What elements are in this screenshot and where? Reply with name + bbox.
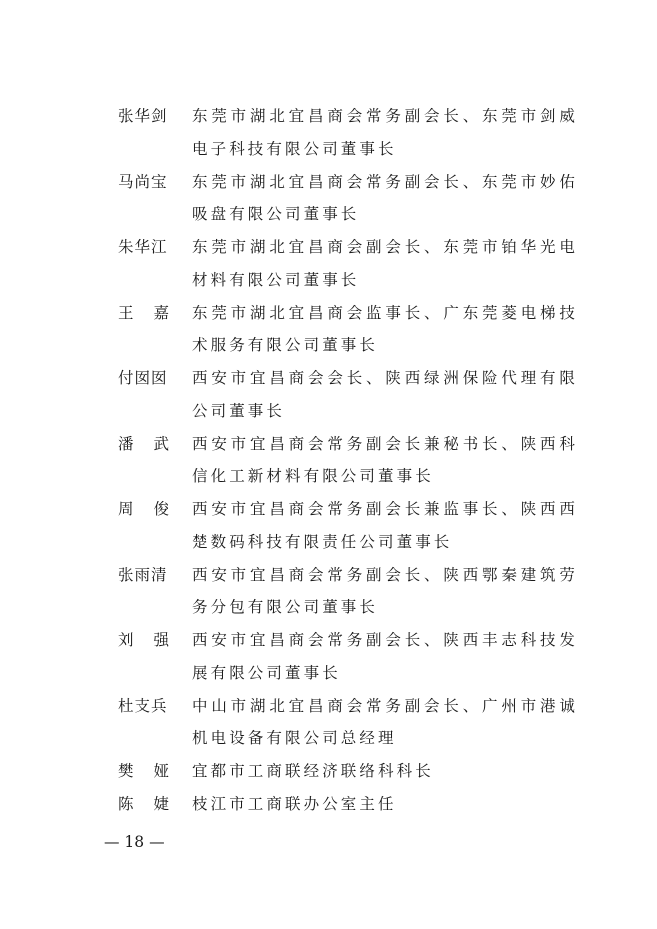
member-name-char: 娅: [153, 762, 170, 780]
member-name-char: 周: [118, 500, 135, 518]
member-name: [118, 434, 170, 454]
member-name: 马尚宝: [118, 172, 168, 191]
member-name-char: 俊: [153, 500, 170, 518]
list-item: [0, 299, 657, 365]
list-item: [0, 430, 657, 496]
member-position: 西安市宜昌商会常务副会长、陕西丰志科技发展有限公司董事长: [192, 631, 578, 682]
list-item: [0, 233, 657, 299]
list-item: [0, 364, 657, 430]
list-item: [0, 692, 657, 758]
member-position: 西安市宜昌商会常务副会长兼秘书长、陕西科信化工新材料有限公司董事长: [192, 434, 578, 485]
list-item: [0, 561, 657, 627]
member-name: 付囡囡: [118, 369, 168, 387]
member-position: 东莞市湖北宜昌商会副会长、东莞市铂华光电材料有限公司董事长: [192, 238, 578, 289]
member-name: 朱华江: [118, 238, 168, 256]
member-position: 宜都市工商联经济联络科科长: [192, 762, 434, 780]
member-name: [118, 761, 170, 781]
list-item: [0, 790, 657, 823]
member-name: 张华剑: [118, 107, 168, 125]
member-position: 东莞市湖北宜昌商会常务副会长、东莞市妙佑吸盘有限公司董事长: [192, 172, 578, 223]
member-name: [118, 303, 170, 323]
list-item: [0, 757, 657, 790]
member-position: 东莞市湖北宜昌商会常务副会长、东莞市剑威电子科技有限公司董事长: [192, 107, 578, 158]
member-name-char: 婕: [153, 794, 170, 813]
member-name-char: 樊: [118, 762, 135, 780]
list-item: [0, 168, 657, 234]
member-name-char: 嘉: [153, 303, 170, 322]
member-name: 张雨清: [118, 565, 168, 584]
member-name-char: 刘: [118, 631, 135, 649]
list-item: [0, 626, 657, 692]
member-name-char: 武: [153, 434, 170, 453]
member-name: [118, 630, 170, 650]
member-name: [118, 499, 170, 519]
member-position: 东莞市湖北宜昌商会监事长、广东莞菱电梯技术服务有限公司董事长: [192, 303, 578, 354]
member-name: [118, 794, 170, 814]
member-position: 西安市宜昌商会常务副会长兼监事长、陕西西楚数码科技有限责任公司董事长: [192, 500, 578, 551]
member-position: 西安市宜昌商会会长、陕西绿洲保险代理有限公司董事长: [192, 369, 578, 420]
member-position: 枝江市工商联办公室主任: [192, 794, 397, 813]
page-number: — 18 —: [104, 833, 165, 851]
list-item: [0, 102, 657, 168]
member-name-char: 潘: [118, 434, 135, 453]
member-name-char: 王: [118, 303, 135, 322]
member-name-char: 陈: [118, 794, 135, 813]
member-name: 杜支兵: [118, 696, 168, 715]
member-position: 西安市宜昌商会常务副会长、陕西鄂秦建筑劳务分包有限公司董事长: [192, 565, 578, 616]
member-list: [0, 102, 657, 822]
member-position: 中山市湖北宜昌商会常务副会长、广州市港诚机电设备有限公司总经理: [192, 696, 578, 747]
list-item: [0, 495, 657, 561]
member-name-char: 强: [153, 631, 170, 649]
